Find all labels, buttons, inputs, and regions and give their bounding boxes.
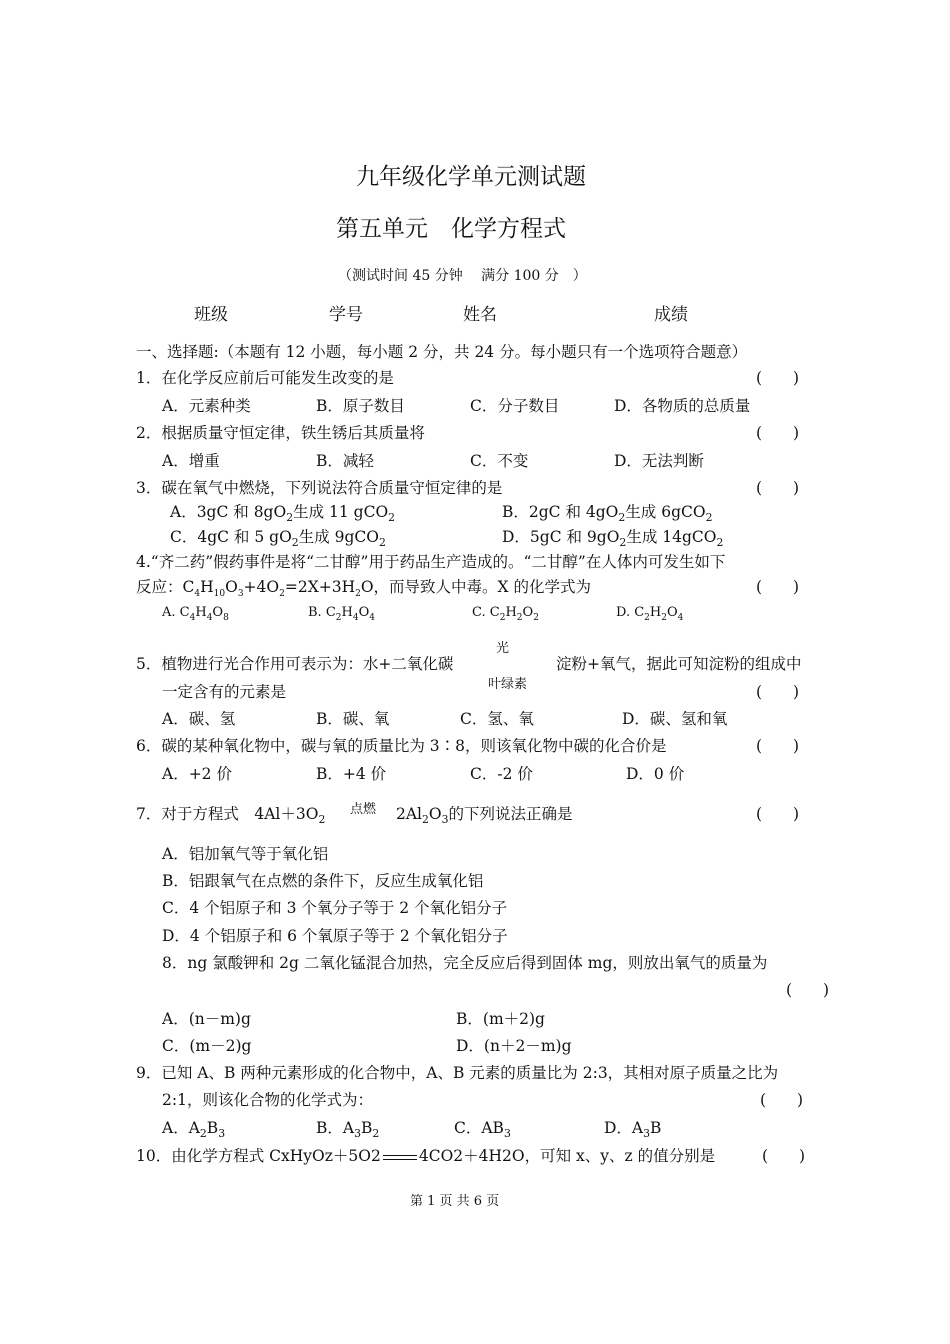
- q5-line1b: 淀粉+氧气，据此可知淀粉的组成中: [556, 655, 802, 673]
- q7-stem-product: $2Al_2O_3$的下列说法正确是: [396, 805, 573, 826]
- answer-paren: ( ): [756, 578, 800, 596]
- q9-line2: 2:1，则该化合物的化学式为：: [162, 1091, 373, 1109]
- q9-option-c: C．$AB_3$: [454, 1119, 511, 1140]
- q7-option-b: B．铝跟氧气在点燃的条件下，反应生成氧化铝: [162, 872, 484, 890]
- q2-option-d: D．无法判断: [614, 452, 704, 470]
- time-info: （测试时间 45 分钟 满分 100 分 ）: [338, 268, 587, 284]
- q1-option-c: C．分子数目: [470, 397, 560, 415]
- q5-option-d: D．碳、氢和氧: [622, 710, 728, 728]
- q10-stem: 10．由化学方程式 CxHyOz＋5O2 4CO2＋4H2O，可知 x、y、z 的值分别是: [136, 1147, 716, 1165]
- answer-paren: ( ): [756, 479, 800, 497]
- q7-option-a: A．铝加氧气等于氧化铝: [162, 845, 329, 863]
- field-student-id: 学号: [329, 305, 363, 325]
- answer-paren: ( ): [760, 1091, 804, 1109]
- q5-option-a: A．碳、氢: [162, 710, 236, 728]
- q3-option-d: D．5gC 和 $9gO_2$生成 14gCO$_2$: [502, 528, 724, 549]
- q3-option-b: B．2gC 和 $4gO_2$生成 6gCO$_2$: [502, 503, 713, 524]
- q5-option-b: B．碳、氧: [316, 710, 390, 728]
- q3-stem: 3．碳在氧气中燃烧，下列说法符合质量守恒定律的是: [136, 479, 503, 497]
- q7-option-c: C．4 个铝原子和 3 个氧分子等于 2 个氧化铝分子: [162, 899, 508, 917]
- q9-option-b: B．$A_3B_2$: [316, 1119, 380, 1140]
- section-heading: 一、选择题:（本题有 12 小题，每小题 2 分，共 24 分。每小题只有一个选项符合题意）: [136, 343, 748, 361]
- field-class: 班级: [194, 305, 228, 325]
- q5-light-label: 光: [496, 641, 510, 656]
- field-score: 成绩: [654, 305, 688, 325]
- q9-option-a: A．$A_2B_3$: [162, 1119, 226, 1140]
- q4-line2: 反应：$C_4H_{10}O_3+4O_2=2X+3H_2O$，而导致人中毒。X 的化学式为: [136, 578, 591, 599]
- q8-stem: 8．ng 氯酸钾和 2g 二氧化锰混合加热，完全反应后得到固体 mg，则放出氧气的质量为: [162, 954, 768, 972]
- q8-option-b: B．(m＋2)g: [456, 1010, 545, 1028]
- q4-line1: 4.“齐二药”假药事件是将“二甘醇”用于药品生产造成的。“二甘醇”在人体内可发生如下: [136, 553, 726, 571]
- q1-option-d: D．各物质的总质量: [614, 397, 751, 415]
- q6-option-c: C．-2 价: [470, 765, 533, 783]
- q1-stem: 1．在化学反应前后可能发生改变的是: [136, 369, 394, 387]
- q6-stem: 6．碳的某种氧化物中，碳与氧的质量比为 3∶8，则该氧化物中碳的化合价是: [136, 737, 667, 755]
- equals-bar: [383, 1155, 417, 1160]
- answer-paren: ( ): [756, 737, 800, 755]
- q7-condition: 点燃: [350, 802, 377, 817]
- answer-paren: ( ): [786, 981, 830, 999]
- q1-option-b: B．原子数目: [316, 397, 405, 415]
- q2-option-a: A．增重: [162, 452, 220, 470]
- q2-stem: 2．根据质量守恒定律，铁生锈后其质量将: [136, 424, 425, 442]
- page-footer: 第 1 页 共 6 页: [410, 1194, 500, 1209]
- answer-paren: ( ): [762, 1147, 806, 1165]
- answer-paren: ( ): [756, 805, 800, 823]
- field-name: 姓名: [463, 305, 497, 325]
- q9-line1: 9．已知 A、B 两种元素形成的化合物中，A、B 元素的质量比为 2:3，其相对原子质量之比为: [136, 1064, 779, 1082]
- q7-stem: 7．对于方程式 $4Al+3O_2$: [136, 805, 326, 826]
- page-title: 九年级化学单元测试题: [356, 164, 586, 190]
- q3-option-c: C．4gC 和 5 $gO_2$生成 9gCO$_2$: [170, 528, 386, 549]
- q8-option-d: D．(n＋2－m)g: [456, 1037, 572, 1055]
- q5-option-c: C．氢、氧: [460, 710, 534, 728]
- page-subtitle: 第五单元 化学方程式: [336, 216, 566, 242]
- q1-option-a: A．元素种类: [162, 397, 251, 415]
- q5-chlorophyll-label: 叶绿素: [488, 677, 528, 692]
- q5-line2: 一定含有的元素是: [162, 683, 287, 701]
- q8-option-c: C．(m－2)g: [162, 1037, 252, 1055]
- q4-option-b: B. $C_2H_4O_4$: [308, 605, 375, 623]
- q2-option-c: C．不变: [470, 452, 529, 470]
- q8-option-a: A．(n－m)g: [162, 1010, 251, 1028]
- q2-option-b: B．减轻: [316, 452, 374, 470]
- q6-option-b: B．+4 价: [316, 765, 387, 783]
- q4-option-a: A. $C_4H_4O_8$: [162, 605, 229, 623]
- answer-paren: ( ): [756, 424, 800, 442]
- q9-option-d: D．$A_3B$: [604, 1119, 662, 1140]
- answer-paren: ( ): [756, 369, 800, 387]
- answer-paren: ( ): [756, 683, 800, 701]
- q3-option-a: A．3gC 和 $8gO_2$生成 11 gCO$_2$: [170, 503, 396, 524]
- q6-option-a: A．+2 价: [162, 765, 232, 783]
- q7-option-d: D．4 个铝原子和 6 个氧原子等于 2 个氧化铝分子: [162, 927, 508, 945]
- q4-option-d: D. $C_2H_2O_4$: [616, 605, 684, 623]
- q5-line1: 5．植物进行光合作用可表示为：水+二氧化碳: [136, 655, 454, 673]
- q6-option-d: D．0 价: [626, 765, 685, 783]
- q4-option-c: C. $C_2H_2O_2$: [472, 605, 539, 623]
